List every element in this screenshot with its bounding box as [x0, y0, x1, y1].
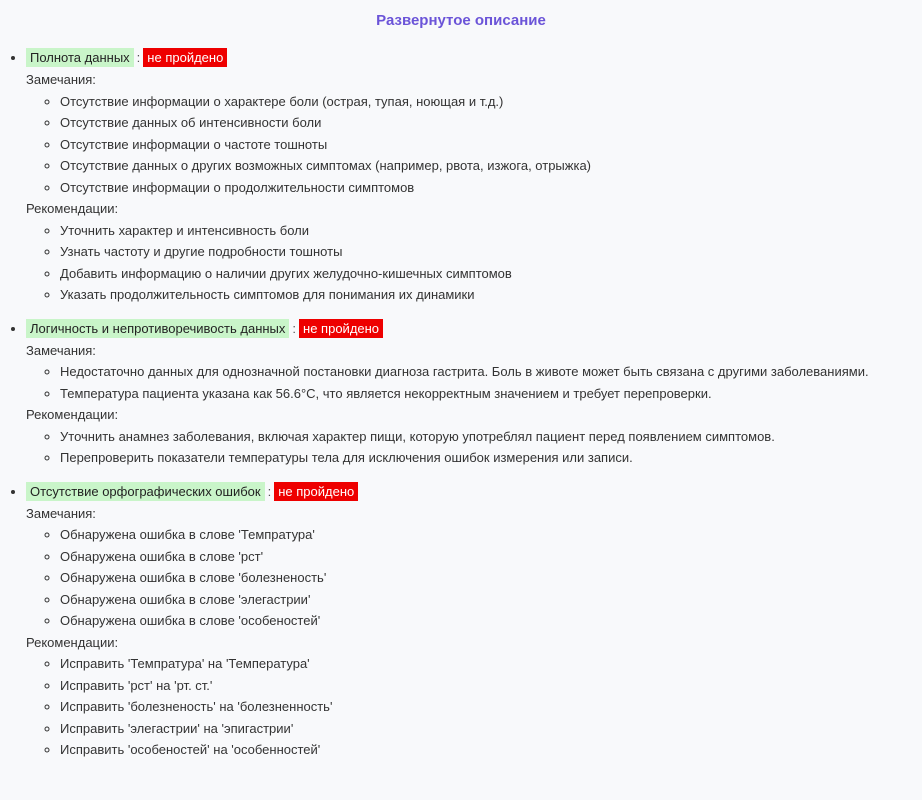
remarks-label: Замечания:: [26, 342, 96, 358]
remark-item: ◦ Отсутствие информации о продолжительности симптомов: [60, 177, 922, 199]
remark-item: ◦ Отсутствие информации о частоте тошноты: [60, 134, 922, 156]
remark-item: ◦ Обнаружена ошибка в слове 'особеностей': [60, 610, 922, 632]
criteria-list: [0, 47, 922, 773]
criterion-item: [26, 47, 922, 306]
criterion-separator: :: [292, 320, 297, 336]
recommendations-label: Рекомендации:: [26, 634, 119, 650]
recommendations-list: [26, 653, 922, 761]
page-title: Развернутое описание: [376, 12, 546, 29]
remark-item: ◦ Обнаружена ошибка в слове 'элегастрии': [60, 589, 922, 611]
remark-item: ◦ Отсутствие информации о характере боли (острая, тупая, ноющая и т.д.): [60, 91, 922, 113]
criterion-item: [26, 318, 922, 469]
recommendation-item: ◦ Уточнить характер и интенсивность боли: [60, 220, 922, 242]
status-badge: не пройдено: [299, 319, 383, 338]
criterion-name: Логичность и непротиворечивость данных: [26, 319, 289, 338]
remark-item: ◦ Обнаружена ошибка в слове 'Темпратура': [60, 524, 922, 546]
remark-item: ◦ Отсутствие данных об интенсивности боли: [60, 112, 922, 134]
recommendation-item: ◦ Исправить 'Темпратура' на 'Температура': [60, 653, 922, 675]
criterion-item: [26, 481, 922, 761]
status-badge: не пройдено: [274, 482, 358, 501]
criterion-name: Полнота данных: [26, 48, 134, 67]
remark-item: ◦ Обнаружена ошибка в слове 'рст': [60, 546, 922, 568]
criterion-header: [26, 481, 922, 503]
recommendation-item: ◦ Узнать частоту и другие подробности тошноты: [60, 241, 922, 263]
criterion-header: [26, 318, 922, 340]
recommendation-item: ◦ Исправить 'особеностей' на 'особенностей': [60, 739, 922, 761]
remarks-list: [26, 361, 922, 404]
recommendations-label: Рекомендации:: [26, 201, 119, 216]
recommendation-item: ◦ Исправить 'болезненость' на 'болезненность': [60, 696, 922, 718]
remarks-label: Замечания:: [26, 72, 96, 87]
recommendation-item: ◦ Исправить 'элегастрии' на 'эпигастрии': [60, 718, 922, 740]
remark-item: ◦ Недостаточно данных для однозначной постановки диагноза гастрита. Боль в животе может быть связана с другими заболеваниями.: [60, 361, 922, 383]
criterion-separator: :: [136, 50, 141, 65]
criterion-separator: :: [267, 483, 272, 499]
status-badge: не пройдено: [143, 48, 227, 67]
remarks-list: [26, 91, 922, 199]
criterion-name: Отсутствие орфографических ошибок: [26, 482, 265, 501]
recommendations-label: Рекомендации:: [26, 407, 119, 422]
recommendation-item: ◦ Указать продолжительность симптомов для понимания их динамики: [60, 284, 922, 306]
recommendation-item: ◦ Добавить информацию о наличии других желудочно-кишечных симптомов: [60, 263, 922, 285]
recommendation-item: ◦ Исправить 'рст' на 'рт. ст.': [60, 675, 922, 697]
remark-item: ◦ Температура пациента указана как 56.6°C, что является некорректным значением и требует перепроверки.: [60, 383, 922, 405]
remark-item: ◦ Отсутствие данных о других возможных симптомах (например, рвота, изжога, отрыжка): [60, 155, 922, 177]
recommendation-item: ◦ Перепроверить показатели температуры тела для исключения ошибок измерения или записи.: [60, 447, 922, 469]
remark-item: ◦ Обнаружена ошибка в слове 'болезненость': [60, 567, 922, 589]
remarks-label: Замечания:: [26, 505, 96, 521]
recommendations-list: [26, 220, 922, 306]
remarks-list: [26, 524, 922, 632]
recommendation-item: ◦ Уточнить анамнез заболевания, включая характер пищи, которую употреблял пациент перед появлением симптомов.: [60, 426, 922, 448]
criterion-header: [26, 47, 922, 69]
recommendations-list: [26, 426, 922, 469]
